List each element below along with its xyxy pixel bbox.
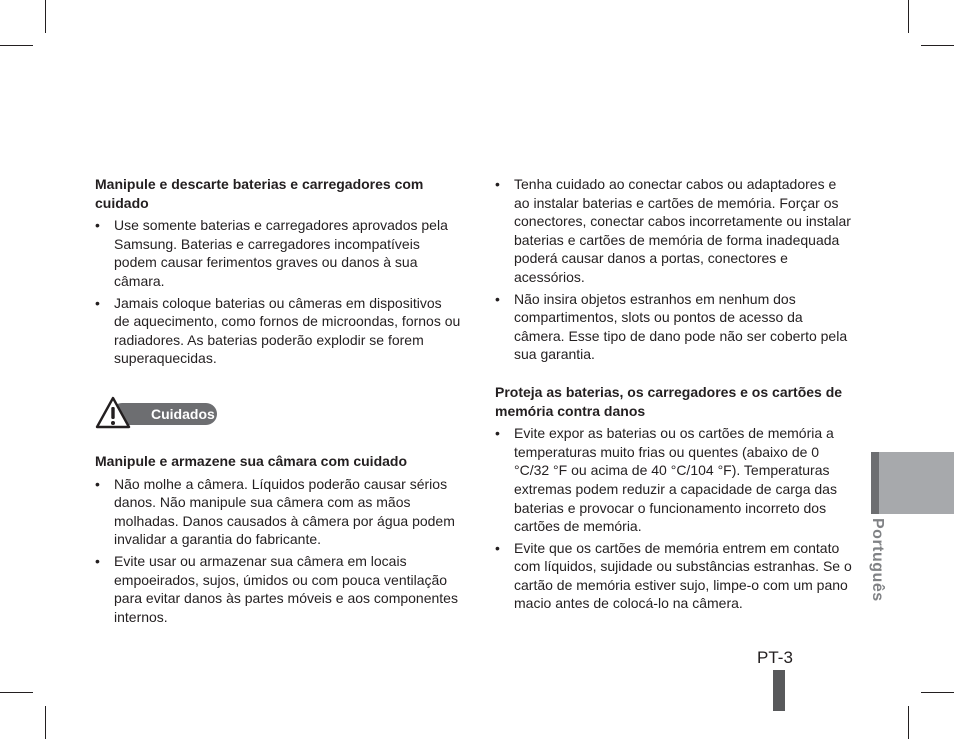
bullet: • — [95, 217, 100, 234]
bullet: • — [495, 290, 500, 307]
caution-label: Cuidados — [151, 405, 215, 422]
list-item: • Tenha cuidado ao conectar cabos ou adaptadores e ao instalar baterias e cartões de memória. Forçar os conectores, conectar cabos incorretamente ou instalar baterias e cartões de memória de forma inadequada poderá causar danos a portas, conectores e acessórios. — [495, 176, 851, 285]
bullet: • — [495, 539, 500, 556]
bullet: • — [95, 475, 100, 492]
crop-mark — [45, 706, 46, 739]
caution-badge — [95, 396, 461, 430]
list-item: • Jamais coloque baterias ou câmeras em dispositivos de aquecimento, como fornos de microondas, fornos ou radiadores. As baterias poderão explodir se forem superaquecidas. — [95, 294, 461, 367]
crop-mark — [908, 706, 909, 739]
bullet-list — [95, 475, 461, 627]
crop-mark — [921, 692, 954, 693]
section-heading: Manipule e armazene sua câmara com cuidado — [95, 452, 408, 469]
crop-mark — [0, 45, 33, 46]
section-heading: Proteja as baterias, os carregadores e os cartões de memória contra danos — [495, 383, 843, 419]
page-number-bar — [773, 670, 785, 711]
bullet: • — [495, 425, 500, 442]
crop-mark — [921, 45, 954, 46]
language-tab — [871, 452, 954, 514]
bullet-list — [95, 216, 461, 368]
language-tab-label: Português — [869, 518, 886, 602]
list-item: • Não insira objetos estranhos em nenhum dos compartimentos, slots ou pontos de acesso da câmera. Esse tipo de dano pode não ser coberto pela sua garantia. — [495, 290, 848, 363]
crop-mark — [0, 692, 33, 693]
crop-mark — [908, 0, 909, 33]
right-column — [495, 175, 855, 616]
list-item: • Evite que os cartões de memória entrem em contato com líquidos, sujidade ou substâncias estranhas. Se o cartão de memória estiver sujo, limpe-o com um pano macio antes de colocá-lo na câmera. — [495, 539, 852, 612]
crop-mark — [45, 0, 46, 33]
language-tab-edge — [871, 452, 879, 514]
left-column — [95, 175, 461, 629]
page-number: PT-3 — [757, 648, 793, 667]
bullet: • — [495, 176, 500, 192]
section-heading: Manipule e descarte baterias e carregadores com cuidado — [95, 176, 424, 211]
list-item: • Evite expor as baterias ou os cartões de memória a temperaturas muito frias ou quentes (abaixo de 0 °C/32 °F ou acima de 40 °C/104 °F). Temperaturas extremas podem reduzir a capacidade de carga das baterias e provocar o funcionamento incorreto dos cartões de memória. — [495, 425, 837, 535]
bullet-list — [495, 175, 855, 364]
list-item: • Não molhe a câmera. Líquidos poderão causar sérios danos. Não manipule sua câmera com as mãos molhadas. Danos causados à câmera por água podem invalidar a garantia do fabricante. — [95, 475, 455, 548]
warning-icon — [95, 396, 131, 430]
bullet: • — [95, 294, 100, 311]
list-item: • Use somente baterias e carregadores aprovados pela Samsung. Baterias e carregadores incompatíveis podem causar ferimentos graves ou danos à sua câmara. — [95, 217, 448, 289]
bullet-list — [495, 424, 855, 613]
list-item: • Evite usar ou armazenar sua câmera em locais empoeirados, sujos, úmidos ou com pouca ventilação para evitar danos às partes móveis e aos componentes internos. — [95, 552, 458, 625]
bullet: • — [95, 552, 100, 569]
